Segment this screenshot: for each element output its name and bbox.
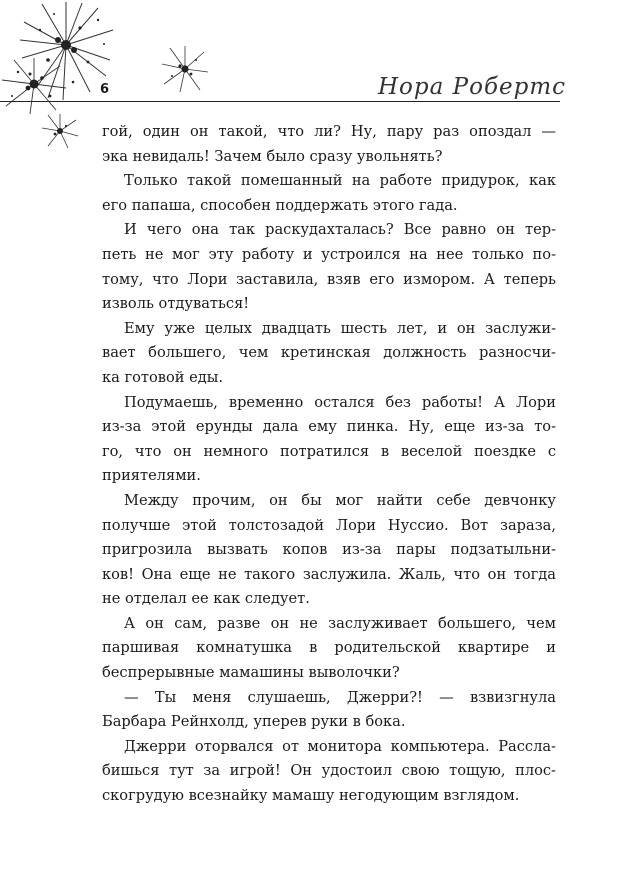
text-line: бишься тут за игрой! Он удостоил свою тощую, плос- xyxy=(102,762,556,780)
text-line: тому, что Лори заставила, взяв его измором. А теперь xyxy=(102,270,556,288)
text-line: ка готовой еды. xyxy=(102,368,223,386)
text-line: его папаша, способен поддержать этого гада. xyxy=(102,196,458,214)
author-signature: Нора Робертс xyxy=(378,74,567,100)
text-line: вает большего, чем кретинская должность разносчи- xyxy=(102,344,556,362)
text-line: Ему уже целых двадцать шесть лет, и он заслужи- xyxy=(124,319,556,337)
ink-splatter-medium-decoration xyxy=(0,56,70,116)
text-line: Барбара Рейнхолд, уперев руки в бока. xyxy=(102,713,406,731)
text-line: пригрозила вызвать копов из-за пары подзатыльни- xyxy=(102,541,556,559)
text-line: Джерри оторвался от монитора компьютера. Рассла- xyxy=(124,737,556,755)
text-line: скогрудую всезнайку мамашу негодующим взглядом. xyxy=(102,787,520,805)
text-line: приятелями. xyxy=(102,467,201,485)
ink-splatter-right-decoration xyxy=(160,44,210,94)
text-line: го, что он немного потратился в веселой поездке с xyxy=(102,442,556,460)
text-line: И чего она так раскудахталась? Все равно он тер- xyxy=(124,221,556,239)
text-line: ков! Она еще не такого заслужила. Жаль, что он тогда xyxy=(102,565,556,583)
ink-splatter-small-decoration xyxy=(40,112,80,150)
text-line: гой, один он такой, что ли? Ну, пару раз опоздал — xyxy=(102,123,556,140)
text-line: петь не мог эту работу и устроился на нее только по- xyxy=(102,245,556,263)
page-number: 6 xyxy=(100,82,110,97)
text-line: Подумаешь, временно остался без работы! А Лори xyxy=(124,393,556,411)
text-line: — Ты меня слушаешь, Джерри?! — взвизгнула xyxy=(124,688,556,706)
text-line: эка невидаль! Зачем было сразу увольнять? xyxy=(102,147,443,165)
header-rule xyxy=(0,101,560,102)
text-line: не отделал ее как следует. xyxy=(102,590,310,608)
text-line: получше этой толстозадой Лори Нуссио. Вот зараза, xyxy=(102,516,556,534)
text-line: изволь отдуваться! xyxy=(102,295,250,313)
text-line: беспрерывные мамашины выволочки? xyxy=(102,664,400,682)
body-text xyxy=(102,120,556,809)
text-line: из-за этой ерунды дала ему пинка. Ну, еще из-за то- xyxy=(102,418,556,436)
text-line: Между прочим, он бы мог найти себе девчонку xyxy=(124,491,556,509)
text-line: паршивая комнатушка в родительской квартире и xyxy=(102,639,556,657)
text-line: А он сам, разве он не заслуживает большего, чем xyxy=(124,614,556,632)
text-line: Только такой помешанный на работе придурок, как xyxy=(124,172,556,190)
